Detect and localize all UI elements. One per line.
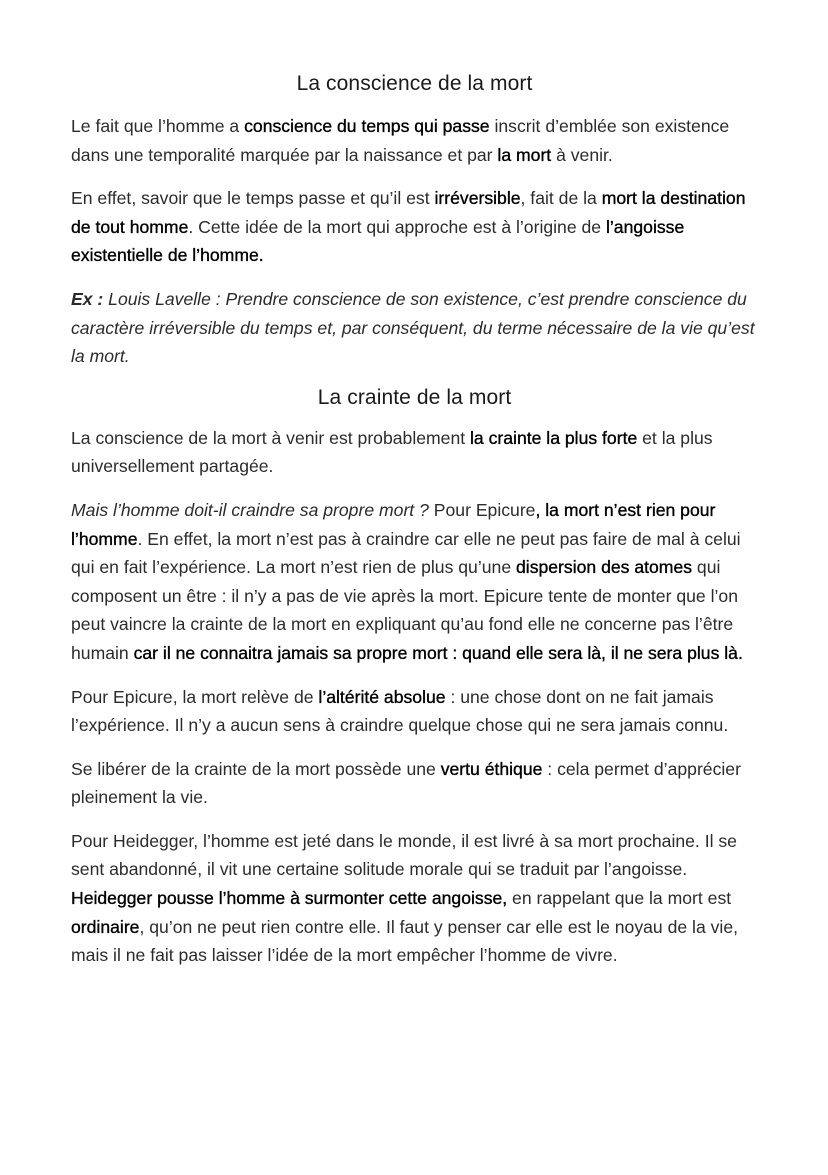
- text-run: Le fait que l’homme a: [71, 116, 245, 136]
- emphasis-text: , la mort n’est rien pour l’homme: [71, 499, 716, 549]
- paragraph-irreversible: [71, 184, 758, 270]
- emphasis-text: l’altérité absolue: [318, 686, 446, 707]
- emphasis-text: vertu éthique: [440, 758, 543, 779]
- example-label: Ex :: [71, 288, 104, 309]
- emphasis-text: ordinaire: [71, 916, 140, 937]
- question-text: Mais l’homme doit-il craindre sa propre mort ?: [71, 499, 429, 520]
- paragraph-vertu-ethique: [71, 755, 758, 812]
- emphasis-text: Heidegger pousse l’homme à surmonter cette angoisse,: [71, 888, 508, 909]
- emphasis-text: conscience du temps qui passe: [244, 116, 490, 136]
- example-text: Louis Lavelle : Prendre conscience de son existence, c’est prendre conscience du caractère irréversible du temps et, par conséquent, du terme nécessaire de la vie qu’est la mort.: [71, 288, 755, 367]
- text-run: : une chose dont on ne fait jamais l’expérience. Il n’y a aucun sens à craindre quelque chose qui ne sera jamais connu.: [71, 686, 729, 736]
- text-run: et la plus universellement partagée.: [71, 427, 713, 477]
- paragraph-heidegger: [71, 827, 758, 970]
- section-title-crainte: La crainte de la mort: [317, 385, 512, 409]
- paragraph-epicure: [71, 496, 758, 668]
- emphasis-text: irréversible: [434, 188, 521, 209]
- paragraph-crainte-forte: [71, 424, 758, 481]
- text-run: à venir.: [551, 144, 613, 165]
- section-title-conscience: La conscience de la mort: [296, 72, 533, 95]
- emphasis-text: car il ne connaitra jamais sa propre mort : quand elle sera là, il ne sera plus là.: [133, 642, 743, 663]
- text-run: Pour Epicure: [428, 499, 536, 520]
- text-run: qui composent un être : il n’y a pas de vie après la mort. Epicure tente de monter que l’on peut vaincre la crainte de la mort en expliquant qu’au fond elle ne concerne pas l’être humain: [71, 557, 738, 663]
- emphasis-text: la mort: [497, 144, 552, 165]
- text-run: . Cette idée de la mort qui approche est à l’origine de: [188, 216, 606, 237]
- text-run: : cela permet d’apprécier pleinement la vie.: [71, 758, 741, 808]
- emphasis-text: mort la destination de tout homme: [71, 188, 746, 237]
- paragraph-conscience-temps: [71, 112, 758, 169]
- text-run: La conscience de la mort à venir est probablement: [71, 427, 471, 448]
- emphasis-text: dispersion des atomes: [516, 557, 693, 578]
- text-run: , qu’on ne peut rien contre elle. Il faut y penser car elle est le noyau de la vie, mais il ne fait pas laisser l’idée de la mort empêcher l’homme de vivre.: [71, 916, 739, 966]
- text-run: en rappelant que la mort est: [507, 888, 732, 909]
- text-run: , fait de la: [520, 188, 602, 209]
- text-run: Se libérer de la crainte de la mort possède une: [71, 758, 441, 779]
- text-run: Pour Epicure, la mort relève de: [71, 686, 319, 707]
- emphasis-text: la crainte la plus forte: [470, 427, 638, 448]
- text-run: inscrit d’emblée son existence dans une temporalité marquée par la naissance et par: [71, 116, 730, 165]
- paragraph-alterite: [71, 683, 758, 740]
- text-run: . En effet, la mort n’est pas à craindre car elle ne peut pas faire de mal à celui qui en fait l’expérience. La mort n’est rien de plus qu’une: [71, 528, 741, 578]
- text-run: Pour Heidegger, l’homme est jeté dans le monde, il est livré à sa mort prochaine. Il se sent abandonné, il vit une certaine solitude morale qui se traduit par l’angoisse.: [71, 830, 737, 880]
- text-run: En effet, savoir que le temps passe et qu’il est: [71, 188, 435, 209]
- example-lavelle: [71, 285, 758, 371]
- emphasis-text: l’angoisse existentielle de l’homme.: [71, 216, 685, 266]
